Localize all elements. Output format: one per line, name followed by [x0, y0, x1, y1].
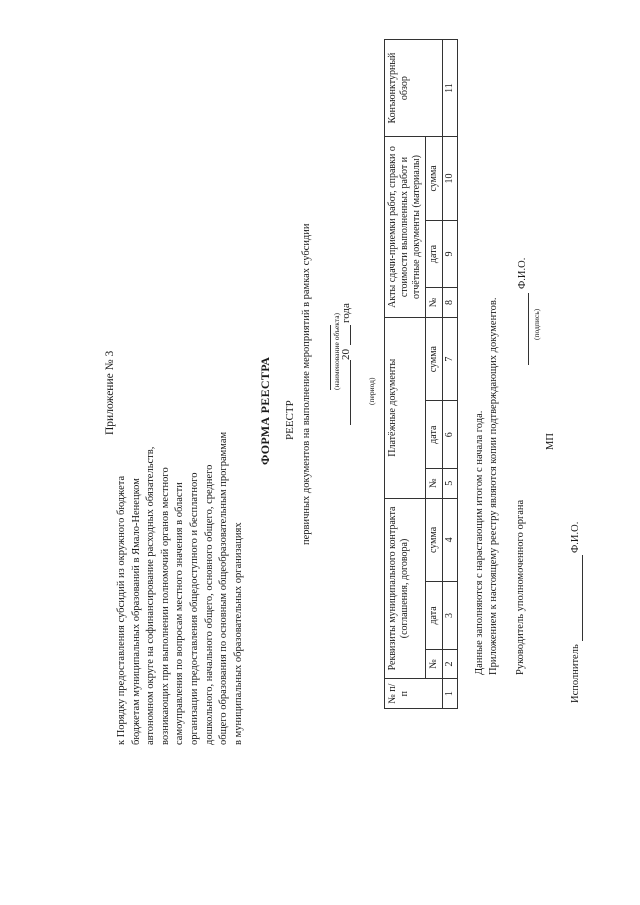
stamp-label: МП	[545, 433, 556, 450]
year-prefix: 20	[340, 349, 352, 360]
sub-num: №	[426, 468, 443, 498]
sub-sum: сумма	[426, 317, 443, 401]
form-title: ФОРМА РЕЕСТРА	[258, 356, 272, 465]
col-number: 3	[443, 582, 458, 649]
appendix-line: бюджетам муниципальных образований в Ямало-Ненецком	[130, 478, 142, 745]
register-title: РЕЕСТР	[284, 400, 296, 440]
year-suffix: года	[340, 303, 352, 323]
acts-header: Акты сдачи-приемки работ, справки о стоимости выполненных работ и отчётные документы (материалы)	[385, 137, 426, 318]
appendix-line: общего образования по основным общеобразовательным программам	[218, 431, 230, 745]
appendix-line: в муниципальных образовательных организациях	[232, 522, 244, 745]
executor-signature-line	[582, 555, 583, 641]
col-number: 9	[443, 220, 458, 287]
header-row	[385, 40, 426, 709]
col-number: 6	[443, 401, 458, 468]
col-number: 4	[443, 498, 458, 582]
sub-num: №	[426, 649, 443, 679]
col-number: 2	[443, 649, 458, 679]
subheader-row	[426, 40, 443, 709]
col-number: 1	[443, 679, 458, 709]
appendix-line: возникающих при выполнении полномочий органов местного	[159, 467, 171, 745]
year-line	[350, 325, 351, 345]
col-number: 10	[443, 137, 458, 221]
head-signature-line	[528, 293, 529, 365]
sub-date: дата	[426, 582, 443, 649]
appendix-line: самоуправления по вопросам местного значения в области	[174, 482, 186, 745]
col-number: 8	[443, 288, 458, 318]
executor-label: Исполнитель	[570, 644, 581, 703]
col-number: 11	[443, 40, 458, 137]
col-num-header: № п/п	[385, 679, 443, 709]
period-caption: (период)	[367, 377, 376, 405]
object-name-line	[330, 325, 331, 390]
appendix-line: автономном округе на софинансирование расходных обязательств,	[145, 446, 157, 745]
payment-header: Платёжные документы	[385, 317, 426, 498]
sub-sum: сумма	[426, 137, 443, 221]
appendix-line: к Порядку предоставления субсидий из окружного бюджета	[116, 475, 127, 745]
register-subtitle: первичных документов на выполнение мероприятий в рамках субсидии	[301, 223, 312, 545]
note-cumulative: Данные заполняются с нарастающим итогом с начала года.	[474, 410, 485, 675]
period-line	[350, 360, 351, 425]
object-caption: (наименование объекта)	[332, 312, 341, 390]
executor-fio-label: Ф.И.О.	[570, 521, 581, 553]
col-number: 7	[443, 317, 458, 401]
head-label: Руководитель уполномоченного органа	[515, 499, 526, 675]
contract-header: Реквизиты муниципального контракта (соглашения, договора)	[385, 498, 426, 679]
appendix-description	[115, 45, 246, 745]
signature-caption: (подпись)	[532, 308, 541, 340]
review-header: Конъюнктурный обзор	[385, 40, 443, 137]
appendix-line: дошкольного, начального общего, основного общего, среднего	[203, 464, 215, 745]
note-attachment: Приложением к настоящему реестру являются копии подтверждающих документов.	[488, 297, 499, 675]
column-number-row	[443, 40, 458, 709]
appendix-line: организации предоставления общедоступного и бесплатного	[188, 472, 200, 745]
appendix-number: Приложение № 3	[104, 350, 116, 435]
sub-date: дата	[426, 401, 443, 468]
col-number: 5	[443, 468, 458, 498]
sub-sum: сумма	[426, 498, 443, 582]
register-table	[384, 39, 458, 709]
sub-num: №	[426, 288, 443, 318]
sub-date: дата	[426, 220, 443, 287]
head-fio-label: Ф.И.О.	[517, 257, 528, 289]
